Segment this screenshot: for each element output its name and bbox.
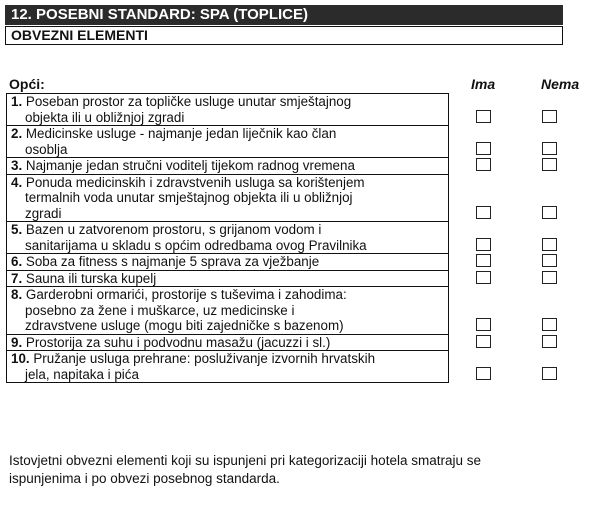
requirement-number: 6.	[11, 254, 23, 269]
requirement-row	[7, 287, 449, 335]
standard-title: 12. POSEBNI STANDARD: SPA (TOPLICE)	[5, 5, 563, 25]
footer-line-1: Istovjetni obvezni elementi koji su ispunjeni pri kategorizaciji hotela smatraju se	[9, 453, 481, 468]
checkbox-yes[interactable]	[476, 367, 491, 380]
requirement-cell	[7, 126, 449, 158]
requirement-cell	[7, 334, 449, 351]
requirement-number: 7.	[11, 270, 23, 286]
requirement-number: 2.	[11, 126, 23, 141]
requirement-row	[7, 334, 449, 351]
checkbox-no[interactable]	[542, 318, 557, 331]
requirement-text: Soba za fitness s najmanje 5 sprava za vježbanje	[25, 254, 320, 269]
checkbox-no[interactable]	[542, 110, 557, 123]
checkbox-yes[interactable]	[476, 158, 491, 171]
requirement-text-continued: zgradi	[25, 205, 62, 221]
requirement-text-continued: sanitarijama u skladu s općim odredbama ovog Pravilnika	[25, 237, 367, 253]
requirement-text: Medicinske usluge - najmanje jedan liječnik kao član	[25, 126, 337, 141]
requirement-number: 1.	[11, 94, 23, 109]
requirement-text-continued: jela, napitaka i pića	[25, 366, 139, 382]
requirement-text-continued: osoblja	[25, 141, 68, 157]
requirement-row	[7, 351, 449, 383]
checkbox-no[interactable]	[542, 254, 557, 267]
requirement-text-continued: objekta ili u obližnjoj zgradi	[25, 109, 185, 125]
requirement-cell	[7, 222, 449, 254]
section-subtitle: OBVEZNI ELEMENTI	[5, 26, 563, 45]
checkbox-no[interactable]	[542, 142, 557, 155]
checkbox-no[interactable]	[542, 206, 557, 219]
requirements-table	[6, 93, 449, 383]
requirement-row	[7, 254, 449, 271]
requirement-row	[7, 222, 449, 254]
checkbox-no[interactable]	[542, 335, 557, 348]
checkbox-yes[interactable]	[476, 254, 491, 267]
requirement-text: Ponuda medicinskih i zdravstvenih usluga sa korištenjem	[25, 174, 365, 190]
footer-line-2: ispunjenima i po obvezi posebnog standarda.	[9, 471, 280, 486]
checkbox-yes[interactable]	[476, 271, 491, 284]
requirement-text: Pružanje usluga prehrane: posluživanje izvornih hrvatskih	[33, 351, 376, 366]
column-header-no: Nema	[541, 76, 580, 92]
requirement-cell	[7, 94, 449, 126]
checkbox-yes[interactable]	[476, 206, 491, 219]
requirement-text: Poseban prostor za topličke usluge unutar smještajnog	[25, 94, 352, 109]
checkbox-yes[interactable]	[476, 110, 491, 123]
footer-note	[9, 452, 589, 488]
checkbox-yes[interactable]	[476, 142, 491, 155]
column-header-yes: Ima	[471, 76, 496, 92]
requirement-cell	[7, 270, 449, 287]
requirement-number: 5.	[11, 222, 23, 237]
requirement-text-continued: zdravstvene usluge (mogu biti zajedničke s bazenom)	[25, 318, 344, 333]
checkbox-yes[interactable]	[476, 238, 491, 251]
checkbox-yes[interactable]	[476, 335, 491, 348]
requirement-text-continued: posebno za žene i muškarce, uz medicinske i	[25, 302, 295, 318]
checkbox-yes[interactable]	[476, 318, 491, 331]
requirement-row	[7, 174, 449, 222]
checkbox-no[interactable]	[542, 271, 557, 284]
requirement-text: Garderobni ormarići, prostorije s tuševima i zahodima:	[25, 287, 347, 302]
requirement-row	[7, 158, 449, 175]
requirement-text: Sauna ili turska kupelj	[25, 270, 157, 286]
requirement-cell	[7, 351, 449, 383]
requirement-number: 9.	[11, 334, 23, 350]
checkbox-no[interactable]	[542, 367, 557, 380]
checkbox-no[interactable]	[542, 238, 557, 251]
requirement-text: Prostorija za suhu i podvodnu masažu (jacuzzi i sl.)	[25, 334, 331, 350]
requirement-text: Bazen u zatvorenom prostoru, s grijanom vodom i	[25, 222, 322, 237]
requirement-row	[7, 270, 449, 287]
requirement-row	[7, 126, 449, 158]
checkbox-no[interactable]	[542, 158, 557, 171]
general-section-label: Opći:	[9, 76, 45, 92]
requirement-text-continued: termalnih voda unutar smještajnog objekta ili u obližnjoj	[25, 190, 353, 205]
requirement-cell	[7, 254, 449, 271]
requirement-cell	[7, 174, 449, 222]
requirement-number: 8.	[11, 287, 23, 302]
requirement-number: 10.	[11, 351, 30, 366]
requirement-number: 3.	[11, 158, 23, 173]
requirement-number: 4.	[11, 174, 23, 190]
requirement-text: Najmanje jedan stručni voditelj tijekom radnog vremena	[25, 158, 355, 173]
requirement-cell	[7, 287, 449, 335]
requirement-row	[7, 94, 449, 126]
requirement-cell	[7, 158, 449, 175]
